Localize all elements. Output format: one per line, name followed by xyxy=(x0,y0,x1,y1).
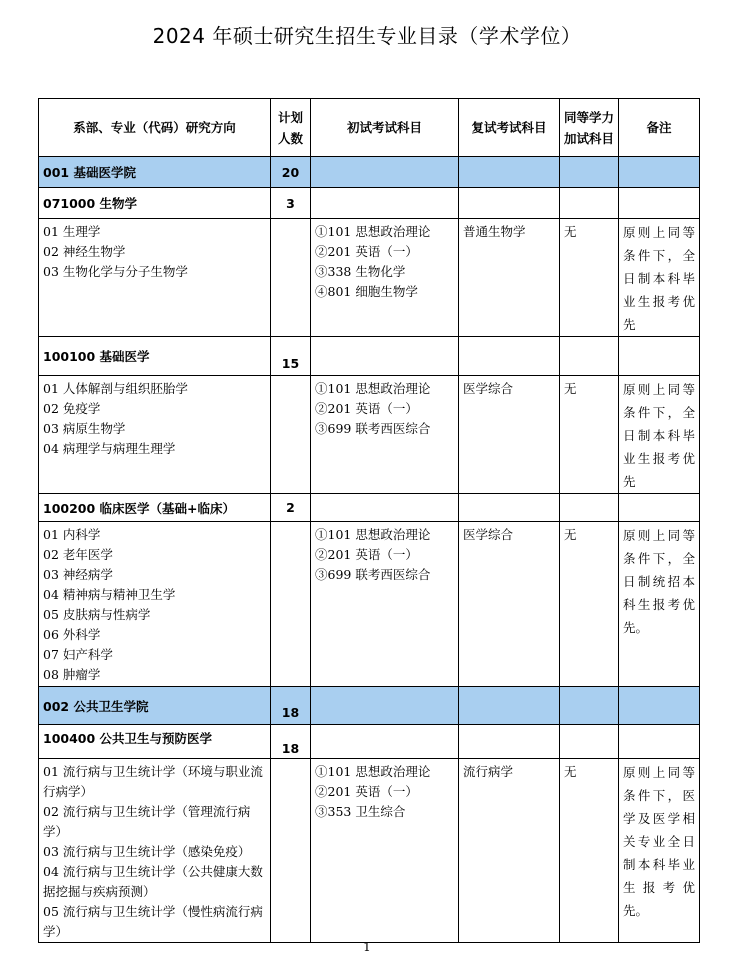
header-plan-line1: 计划 xyxy=(277,109,303,125)
catalog-table xyxy=(38,98,700,943)
major-name: 100400 公共卫生与预防医学 xyxy=(39,725,271,759)
college-name: 002 公共卫生学院 xyxy=(39,687,271,725)
directions-cell xyxy=(39,376,271,494)
direction-item: 02 免疫学 xyxy=(43,401,101,416)
major-plan: 2 xyxy=(271,494,311,522)
subject-item: ①101 思想政治理论 xyxy=(315,527,431,542)
extra-text: 无 xyxy=(564,224,577,239)
retest-text: 医学综合 xyxy=(463,381,514,396)
subject-item: ③338 生物化学 xyxy=(315,264,406,279)
subjects-cell xyxy=(311,219,459,337)
subject-item: ③699 联考西医综合 xyxy=(315,567,431,582)
header-plan xyxy=(271,99,311,157)
direction-item: 07 妇产科学 xyxy=(43,647,113,662)
major-plan: 18 xyxy=(271,725,311,759)
retest-text: 医学综合 xyxy=(463,527,514,542)
subject-item: ①101 思想政治理论 xyxy=(315,381,431,396)
header-dept: 系部、专业（代码）研究方向 xyxy=(39,99,271,157)
direction-item: 02 神经生物学 xyxy=(43,244,126,259)
direction-item: 02 流行病与卫生统计学（管理流行病学） xyxy=(43,804,251,839)
subject-item: ②201 英语（一） xyxy=(315,547,418,562)
subjects-cell xyxy=(311,759,459,943)
direction-item: 03 神经病学 xyxy=(43,567,113,582)
page-title: 2024 年硕士研究生招生专业目录（学术学位） xyxy=(152,24,582,48)
direction-item: 01 流行病与卫生统计学（环境与职业流行病学） xyxy=(43,764,263,799)
extra-text: 无 xyxy=(564,527,577,542)
direction-item: 03 病原生物学 xyxy=(43,421,126,436)
directions-cell xyxy=(39,219,271,337)
extra-text: 无 xyxy=(564,381,577,396)
directions-cell xyxy=(39,522,271,687)
table-header-row xyxy=(39,99,700,157)
header-plan-line2: 人数 xyxy=(277,130,303,146)
retest-cell xyxy=(459,376,560,494)
remark-cell: 原则上同等条件下，全日制本科毕业生报考优先 xyxy=(619,376,700,494)
major-row xyxy=(39,494,700,522)
remark-cell: 原则上同等条件下，全日制本科毕业生报考优先 xyxy=(619,219,700,337)
college-row xyxy=(39,687,700,725)
header-initial: 初试考试科目 xyxy=(311,99,459,157)
college-plan: 18 xyxy=(271,687,311,725)
extra-cell xyxy=(560,376,619,494)
header-remark: 备注 xyxy=(619,99,700,157)
retest-cell xyxy=(459,219,560,337)
header-extra-line2: 加试科目 xyxy=(563,130,614,146)
extra-cell xyxy=(560,522,619,687)
header-extra-line1: 同等学力 xyxy=(563,109,614,125)
major-plan: 15 xyxy=(271,337,311,376)
retest-text: 流行病学 xyxy=(463,764,514,779)
direction-item: 03 流行病与卫生统计学（感染免疫） xyxy=(43,844,251,859)
direction-item: 01 生理学 xyxy=(43,224,101,239)
direction-item: 06 外科学 xyxy=(43,627,101,642)
major-row xyxy=(39,725,700,759)
retest-cell xyxy=(459,522,560,687)
subject-item: ④801 细胞生物学 xyxy=(315,284,418,299)
major-name: 100100 基础医学 xyxy=(39,337,271,376)
subject-item: ①101 思想政治理论 xyxy=(315,224,431,239)
header-retest: 复试考试科目 xyxy=(459,99,560,157)
college-name: 001 基础医学院 xyxy=(39,157,271,188)
extra-cell xyxy=(560,219,619,337)
direction-item: 02 老年医学 xyxy=(43,547,113,562)
major-row xyxy=(39,337,700,376)
direction-item: 01 内科学 xyxy=(43,527,101,542)
direction-item: 04 精神病与精神卫生学 xyxy=(43,587,176,602)
subjects-cell xyxy=(311,376,459,494)
direction-item: 04 流行病与卫生统计学（公共健康大数据挖掘与疾病预测） xyxy=(43,864,263,899)
extra-cell xyxy=(560,759,619,943)
detail-row xyxy=(39,522,700,687)
major-row xyxy=(39,188,700,219)
direction-item: 05 流行病与卫生统计学（慢性病流行病学） xyxy=(43,904,263,939)
direction-item: 03 生物化学与分子生物学 xyxy=(43,264,188,279)
major-name: 071000 生物学 xyxy=(39,188,271,219)
subject-item: ①101 思想政治理论 xyxy=(315,764,431,779)
direction-item: 01 人体解剖与组织胚胎学 xyxy=(43,381,188,396)
major-plan: 3 xyxy=(271,188,311,219)
subject-item: ②201 英语（一） xyxy=(315,784,418,799)
major-name: 100200 临床医学（基础+临床） xyxy=(39,494,271,522)
subjects-cell xyxy=(311,522,459,687)
remark-cell: 原则上同等条件下，全日制统招本科生报考优先。 xyxy=(619,522,700,687)
extra-text: 无 xyxy=(564,764,577,779)
subject-item: ③353 卫生综合 xyxy=(315,804,406,819)
retest-text: 普通生物学 xyxy=(463,224,526,239)
direction-item: 04 病理学与病理生理学 xyxy=(43,441,176,456)
direction-item: 05 皮肤病与性病学 xyxy=(43,607,151,622)
detail-row xyxy=(39,759,700,943)
college-plan: 20 xyxy=(271,157,311,188)
remark-cell: 原则上同等条件下，医学及医学相关专业全日制本科毕业生报考优先。 xyxy=(619,759,700,943)
subject-item: ②201 英语（一） xyxy=(315,401,418,416)
page-number: 1 xyxy=(363,940,371,954)
college-row xyxy=(39,157,700,188)
header-extra xyxy=(560,99,619,157)
subject-item: ③699 联考西医综合 xyxy=(315,421,431,436)
subject-item: ②201 英语（一） xyxy=(315,244,418,259)
detail-row xyxy=(39,376,700,494)
retest-cell xyxy=(459,759,560,943)
directions-cell xyxy=(39,759,271,943)
direction-item: 08 肿瘤学 xyxy=(43,667,101,682)
detail-row xyxy=(39,219,700,337)
